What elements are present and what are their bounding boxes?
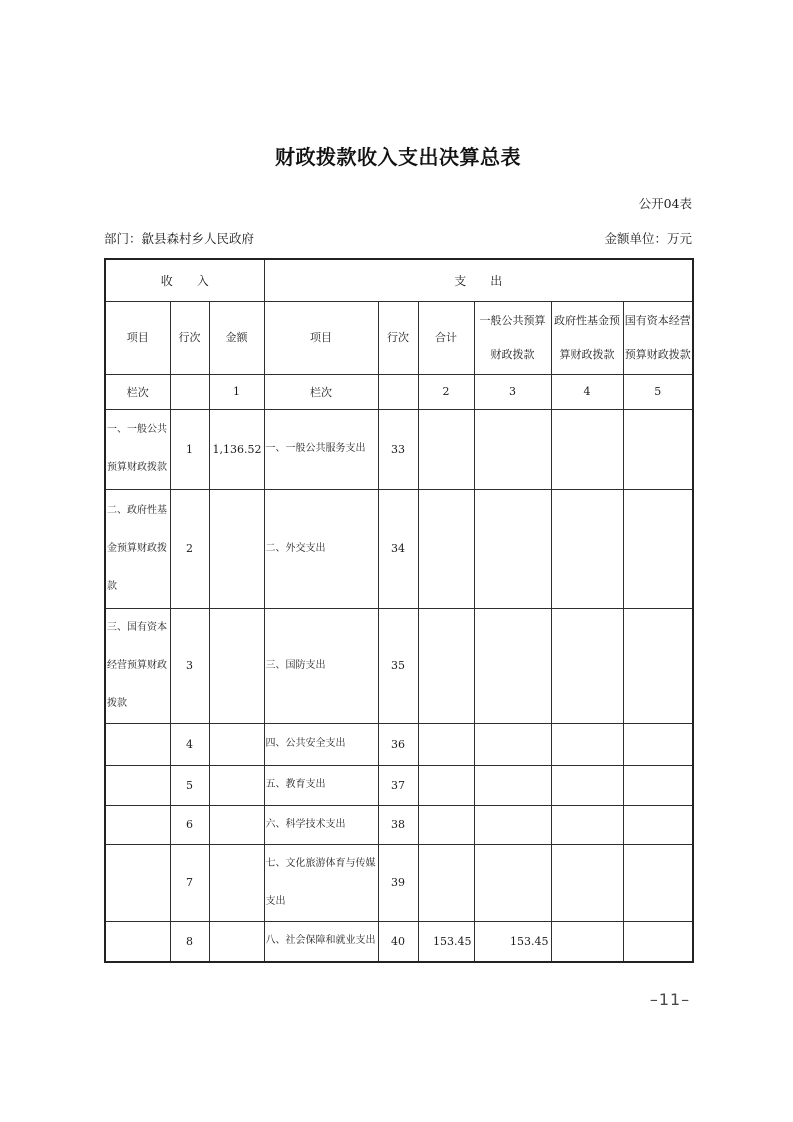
general-public-budget-cell	[474, 765, 551, 805]
col-header-government-fund-budget: 政府性基金预算财政拨款	[551, 301, 623, 374]
total-cell	[418, 765, 474, 805]
income-item-cell	[105, 844, 170, 921]
col-header-total: 合计	[418, 301, 474, 374]
table-row	[105, 765, 693, 805]
table-row	[105, 409, 693, 489]
income-amount-cell	[209, 489, 264, 608]
col-index-income-line-no	[170, 374, 209, 409]
expense-line-no-cell: 36	[378, 723, 418, 765]
income-line-no-cell: 8	[170, 921, 209, 962]
col-header-general-public-budget: 一般公共预算财政拨款	[474, 301, 551, 374]
total-cell: 153.45	[418, 921, 474, 962]
state-capital-budget-cell	[623, 765, 693, 805]
unit-label: 金额单位：万元	[604, 231, 692, 246]
government-fund-budget-cell	[551, 805, 623, 844]
income-item-cell	[105, 765, 170, 805]
income-item-cell: 二、政府性基金预算财政拨款	[105, 489, 170, 608]
income-section-header: 收 入	[105, 259, 264, 301]
government-fund-budget-cell	[551, 723, 623, 765]
expense-item-cell: 四、公共安全支出	[264, 723, 378, 765]
col-index-expense-line-no	[378, 374, 418, 409]
general-public-budget-cell	[474, 805, 551, 844]
general-public-budget-cell	[474, 844, 551, 921]
col-index-total: 2	[418, 374, 474, 409]
expense-line-no-cell: 39	[378, 844, 418, 921]
income-amount-cell	[209, 844, 264, 921]
col-header-income-line-no: 行次	[170, 301, 209, 374]
state-capital-budget-cell	[623, 608, 693, 723]
general-public-budget-cell	[474, 409, 551, 489]
income-amount-cell	[209, 723, 264, 765]
col-index-income-amount: 1	[209, 374, 264, 409]
table-row	[105, 844, 693, 921]
department-label: 部门：歙县森村乡人民政府	[104, 231, 255, 246]
total-cell	[418, 409, 474, 489]
expense-item-cell: 二、外交支出	[264, 489, 378, 608]
expense-item-cell: 八、社会保障和就业支出	[264, 921, 378, 962]
income-line-no-cell: 3	[170, 608, 209, 723]
table-row	[105, 489, 693, 608]
income-line-no-cell: 2	[170, 489, 209, 608]
expense-item-cell: 一、一般公共服务支出	[264, 409, 378, 489]
col-header-income-item: 项目	[105, 301, 170, 374]
income-item-cell	[105, 805, 170, 844]
state-capital-budget-cell	[623, 844, 693, 921]
expense-item-cell: 六、科学技术支出	[264, 805, 378, 844]
government-fund-budget-cell	[551, 608, 623, 723]
government-fund-budget-cell	[551, 765, 623, 805]
col-header-expense-item: 项目	[264, 301, 378, 374]
state-capital-budget-cell	[623, 489, 693, 608]
total-cell	[418, 489, 474, 608]
income-line-no-cell: 5	[170, 765, 209, 805]
general-public-budget-cell	[474, 723, 551, 765]
col-index-expense-item: 栏次	[264, 374, 378, 409]
income-item-cell: 一、一般公共预算财政拨款	[105, 409, 170, 489]
col-index-general-public-budget: 3	[474, 374, 551, 409]
government-fund-budget-cell	[551, 409, 623, 489]
table-row	[105, 921, 693, 962]
income-amount-cell	[209, 805, 264, 844]
expense-section-header: 支 出	[264, 259, 693, 301]
state-capital-budget-cell	[623, 921, 693, 962]
government-fund-budget-cell	[551, 844, 623, 921]
total-cell	[418, 844, 474, 921]
state-capital-budget-cell	[623, 723, 693, 765]
page-number: –11–	[649, 990, 691, 1009]
income-amount-cell: 1,136.52	[209, 409, 264, 489]
form-code-label: 公开04表	[638, 196, 692, 211]
col-index-income-item: 栏次	[105, 374, 170, 409]
general-public-budget-cell: 153.45	[474, 921, 551, 962]
government-fund-budget-cell	[551, 489, 623, 608]
income-amount-cell	[209, 921, 264, 962]
expense-line-no-cell: 38	[378, 805, 418, 844]
meta-row	[104, 229, 692, 247]
government-fund-budget-cell	[551, 921, 623, 962]
expense-item-cell: 三、国防支出	[264, 608, 378, 723]
total-cell	[418, 723, 474, 765]
section-header-row	[105, 259, 693, 301]
col-header-expense-line-no: 行次	[378, 301, 418, 374]
income-amount-cell	[209, 608, 264, 723]
general-public-budget-cell	[474, 489, 551, 608]
expense-item-cell: 七、文化旅游体育与传媒支出	[264, 844, 378, 921]
general-public-budget-cell	[474, 608, 551, 723]
income-line-no-cell: 6	[170, 805, 209, 844]
income-item-cell: 三、国有资本经营预算财政拨款	[105, 608, 170, 723]
budget-summary-table	[104, 258, 694, 963]
income-line-no-cell: 1	[170, 409, 209, 489]
expense-line-no-cell: 40	[378, 921, 418, 962]
income-line-no-cell: 4	[170, 723, 209, 765]
page-title: 财政拨款收入支出决算总表	[275, 145, 521, 169]
state-capital-budget-cell	[623, 409, 693, 489]
total-cell	[418, 608, 474, 723]
state-capital-budget-cell	[623, 805, 693, 844]
expense-item-cell: 五、教育支出	[264, 765, 378, 805]
income-line-no-cell: 7	[170, 844, 209, 921]
col-header-state-capital-budget: 国有资本经营预算财政拨款	[623, 301, 693, 374]
col-index-government-fund-budget: 4	[551, 374, 623, 409]
total-cell	[418, 805, 474, 844]
table-row	[105, 805, 693, 844]
column-index-row	[105, 374, 693, 409]
expense-line-no-cell: 33	[378, 409, 418, 489]
expense-line-no-cell: 34	[378, 489, 418, 608]
income-item-cell	[105, 723, 170, 765]
table-row	[105, 608, 693, 723]
column-header-row	[105, 301, 693, 374]
expense-line-no-cell: 37	[378, 765, 418, 805]
table-row	[105, 723, 693, 765]
expense-line-no-cell: 35	[378, 608, 418, 723]
col-header-income-amount: 金额	[209, 301, 264, 374]
income-amount-cell	[209, 765, 264, 805]
col-index-state-capital-budget: 5	[623, 374, 693, 409]
income-item-cell	[105, 921, 170, 962]
